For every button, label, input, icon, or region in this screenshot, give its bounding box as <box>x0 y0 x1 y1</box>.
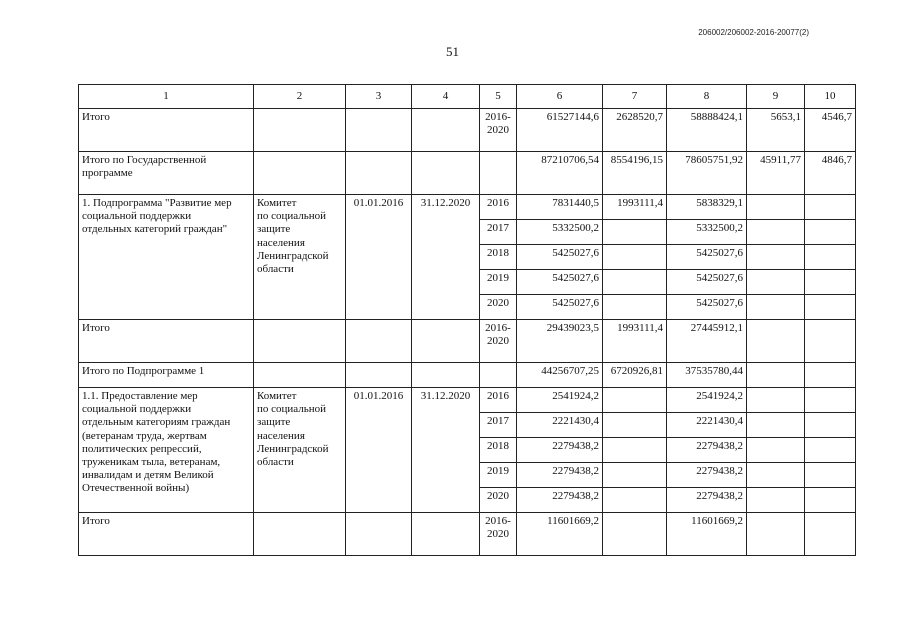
column-header: 5 <box>480 85 517 109</box>
table-row-subprogram-total <box>79 320 856 363</box>
amount-cell: 2279438,2 <box>667 438 747 463</box>
amount-cell: 2279438,2 <box>517 438 603 463</box>
amount-cell <box>603 245 667 270</box>
table-cell <box>747 463 805 488</box>
start-date: 01.01.2016 <box>346 195 412 320</box>
row-label: Итого <box>79 513 254 556</box>
table-row-subprogram-2016 <box>79 195 856 220</box>
table-row-program-total <box>79 152 856 195</box>
table-cell <box>747 513 805 556</box>
table-cell <box>747 363 805 388</box>
amount-cell: 2279438,2 <box>667 488 747 513</box>
year-cell: 2020 <box>480 488 517 513</box>
header-row <box>79 85 856 109</box>
period-cell: 2016- 2020 <box>480 513 517 556</box>
table-cell <box>480 363 517 388</box>
amount-cell: 5838329,1 <box>667 195 747 220</box>
amount-cell: 45911,77 <box>747 152 805 195</box>
year-cell: 2018 <box>480 438 517 463</box>
year-cell: 2017 <box>480 413 517 438</box>
table-cell <box>747 270 805 295</box>
table-cell <box>480 152 517 195</box>
amount-cell: 1993111,4 <box>603 320 667 363</box>
table-cell <box>747 195 805 220</box>
table-cell <box>805 220 856 245</box>
amount-cell: 5425027,6 <box>517 295 603 320</box>
amount-cell: 61527144,6 <box>517 109 603 152</box>
amount-cell: 5425027,6 <box>667 245 747 270</box>
year-cell: 2016 <box>480 195 517 220</box>
year-cell: 2016 <box>480 388 517 413</box>
table-cell <box>412 320 480 363</box>
row-label: Итого <box>79 109 254 152</box>
table-cell <box>603 463 667 488</box>
measure-title: 1.1. Предоставление мер социальной поддержки отдельным категориям граждан (ветеранам труда, жертвам политических репрессий, труженикам тыла, ветеранам, инвалидам и детям Великой Отечественной войны) <box>79 388 254 513</box>
table-cell <box>254 109 346 152</box>
amount-cell: 7831440,5 <box>517 195 603 220</box>
table-cell <box>747 413 805 438</box>
end-date: 31.12.2020 <box>412 388 480 513</box>
amount-cell: 6720926,81 <box>603 363 667 388</box>
table-row-measure-total <box>79 513 856 556</box>
table-cell <box>254 320 346 363</box>
amount-cell: 1993111,4 <box>603 195 667 220</box>
table-cell <box>603 488 667 513</box>
amount-cell: 5653,1 <box>747 109 805 152</box>
table-cell <box>805 488 856 513</box>
table-cell <box>747 488 805 513</box>
executor-cell: Комитет по социальной защите населения Ленинградской области <box>254 388 346 513</box>
table-cell <box>747 320 805 363</box>
table-cell <box>747 220 805 245</box>
amount-cell: 5332500,2 <box>517 220 603 245</box>
table-cell <box>805 363 856 388</box>
amount-cell: 87210706,54 <box>517 152 603 195</box>
row-label: Итого <box>79 320 254 363</box>
year-cell: 2019 <box>480 270 517 295</box>
amount-cell: 8554196,15 <box>603 152 667 195</box>
table-cell <box>805 388 856 413</box>
amount-cell: 5425027,6 <box>517 245 603 270</box>
amount-cell: 2279438,2 <box>667 463 747 488</box>
table-cell <box>346 363 412 388</box>
column-header: 7 <box>603 85 667 109</box>
amount-cell <box>603 220 667 245</box>
column-header: 3 <box>346 85 412 109</box>
row-label: Итого по Подпрограмме 1 <box>79 363 254 388</box>
start-date: 01.01.2016 <box>346 388 412 513</box>
amount-cell: 5425027,6 <box>667 295 747 320</box>
year-cell: 2020 <box>480 295 517 320</box>
amount-cell: 5332500,2 <box>667 220 747 245</box>
table-cell <box>254 152 346 195</box>
row-label: Итого по Государственной программе <box>79 152 254 195</box>
column-header: 4 <box>412 85 480 109</box>
amount-cell: 5425027,6 <box>517 270 603 295</box>
table-cell <box>346 109 412 152</box>
column-header: 10 <box>805 85 856 109</box>
table-cell <box>805 295 856 320</box>
column-header: 1 <box>79 85 254 109</box>
year-cell: 2017 <box>480 220 517 245</box>
period-cell: 2016- 2020 <box>480 320 517 363</box>
table-cell <box>805 245 856 270</box>
year-cell: 2018 <box>480 245 517 270</box>
period-cell: 2016- 2020 <box>480 109 517 152</box>
amount-cell: 2541924,2 <box>517 388 603 413</box>
amount-cell: 78605751,92 <box>667 152 747 195</box>
amount-cell: 29439023,5 <box>517 320 603 363</box>
amount-cell: 2279438,2 <box>517 463 603 488</box>
table-cell <box>747 438 805 463</box>
table-cell <box>412 109 480 152</box>
table-cell <box>412 513 480 556</box>
amount-cell: 11601669,2 <box>667 513 747 556</box>
table-cell <box>412 363 480 388</box>
table-cell <box>805 438 856 463</box>
table-row-total <box>79 109 856 152</box>
column-header: 9 <box>747 85 805 109</box>
table-cell <box>805 513 856 556</box>
end-date: 31.12.2020 <box>412 195 480 320</box>
amount-cell: 2221430,4 <box>517 413 603 438</box>
amount-cell: 2541924,2 <box>667 388 747 413</box>
table-cell <box>412 152 480 195</box>
table-cell <box>603 388 667 413</box>
column-header: 2 <box>254 85 346 109</box>
table-cell <box>805 463 856 488</box>
column-header: 6 <box>517 85 603 109</box>
budget-table <box>78 84 856 556</box>
amount-cell: 2628520,7 <box>603 109 667 152</box>
table-cell <box>747 295 805 320</box>
table-cell <box>254 513 346 556</box>
table-cell <box>603 513 667 556</box>
table-cell <box>747 388 805 413</box>
table-cell <box>346 320 412 363</box>
subprogram-title: 1. Подпрограмма "Развитие мер социальной поддержки отдельных категорий граждан" <box>79 195 254 320</box>
amount-cell: 4546,7 <box>805 109 856 152</box>
table-cell <box>603 413 667 438</box>
table-row-measure-2016 <box>79 388 856 413</box>
year-cell: 2019 <box>480 463 517 488</box>
table-cell <box>805 195 856 220</box>
executor-cell: Комитет по социальной защите населения Ленинградской области <box>254 195 346 320</box>
amount-cell: 4846,7 <box>805 152 856 195</box>
amount-cell: 2279438,2 <box>517 488 603 513</box>
table-cell <box>805 270 856 295</box>
column-header: 8 <box>667 85 747 109</box>
amount-cell: 2221430,4 <box>667 413 747 438</box>
amount-cell <box>603 270 667 295</box>
table-cell <box>805 320 856 363</box>
table-cell <box>603 438 667 463</box>
amount-cell <box>603 295 667 320</box>
table-row-subprogram-summary <box>79 363 856 388</box>
table-cell <box>805 413 856 438</box>
table-cell <box>346 152 412 195</box>
page-number: 51 <box>446 44 459 59</box>
table-cell <box>254 363 346 388</box>
amount-cell: 11601669,2 <box>517 513 603 556</box>
amount-cell: 58888424,1 <box>667 109 747 152</box>
amount-cell: 44256707,25 <box>517 363 603 388</box>
amount-cell: 5425027,6 <box>667 270 747 295</box>
table-cell <box>346 513 412 556</box>
table-cell <box>747 245 805 270</box>
amount-cell: 27445912,1 <box>667 320 747 363</box>
document-code: 206002/206002-2016-20077(2) <box>698 28 809 37</box>
amount-cell: 37535780,44 <box>667 363 747 388</box>
